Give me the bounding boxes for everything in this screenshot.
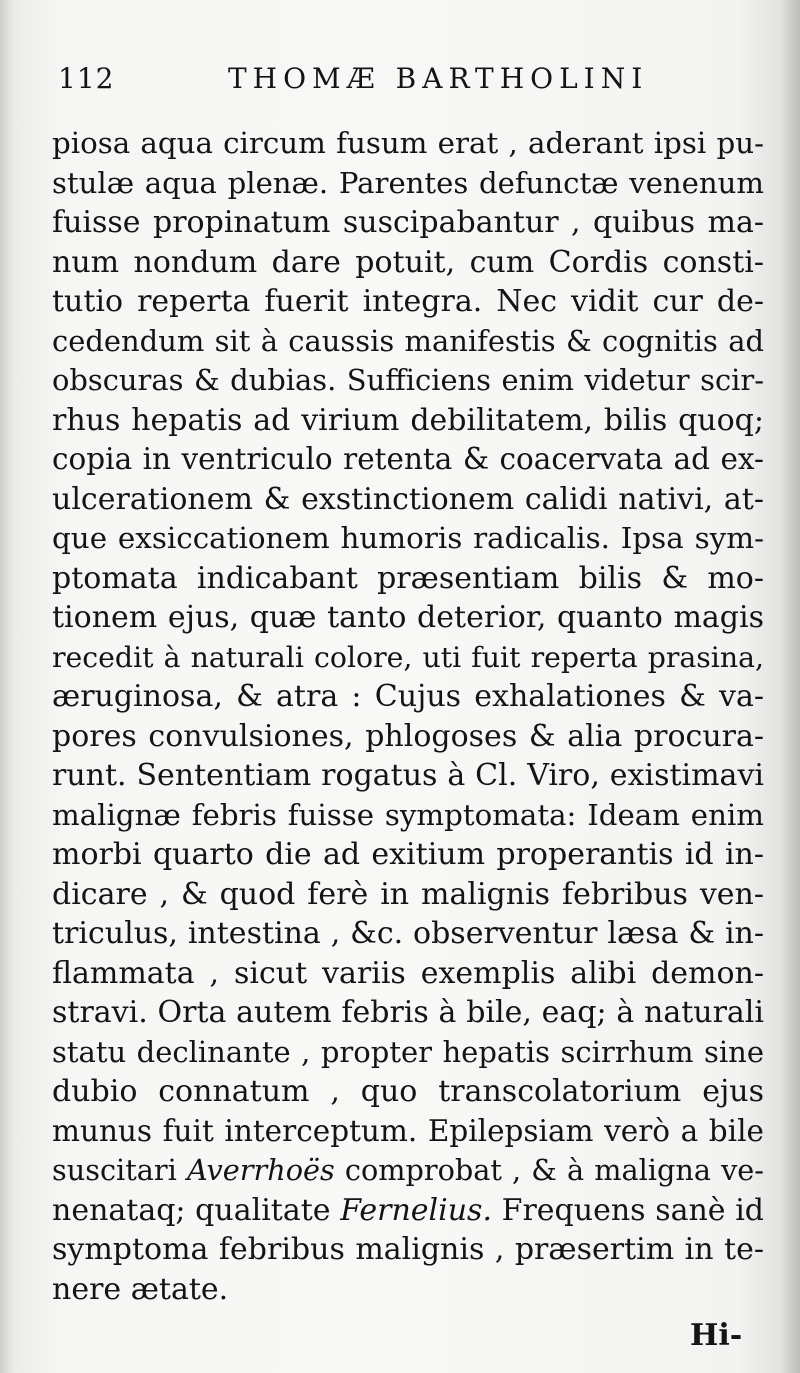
text-line: dicare , & quod ferè in malignis febribus ven- [52, 876, 764, 912]
text-fragment: nenataq; qualitate [52, 1192, 341, 1228]
text-line: stravi. Orta autem febris à bile, eaq; à naturali [52, 995, 764, 1030]
text-line: morbi quarto die ad exitium properantis id in- [52, 837, 764, 872]
running-title: THOMÆ BARTHOLINI [228, 62, 649, 95]
author-name-averrhoes: Averrhoës [186, 1153, 335, 1187]
text-line-averrhoes [52, 1151, 764, 1191]
text-line: flammata , sicut variis exemplis alibi demon- [52, 955, 764, 991]
catchword: Hi- [690, 1318, 743, 1353]
page-left-edge-shadow [0, 0, 14, 1373]
text-line: runt. Sententiam rogatus à Cl. Viro, existimavi [52, 758, 764, 793]
text-line: triculus, intestina , &c. observentur læsa & in- [52, 916, 764, 951]
text-line: recedit à naturali colore, uti fuit reperta prasina, [52, 640, 764, 674]
text-line: cedendum sit à caussis manifestis & cognitis ad [52, 323, 764, 358]
text-line-fernelius [52, 1191, 764, 1231]
page-right-edge-shadow [780, 0, 800, 1373]
text-line: rhus hepatis ad virium debilitatem, bilis quoq; [52, 402, 764, 438]
text-line-final: nere ætate. [52, 1271, 229, 1307]
text-line: obscuras & dubias. Sufficiens enim videtur scir- [52, 363, 764, 397]
text-fragment: suscitari [52, 1153, 187, 1187]
author-name-fernelius: Fernelius. [340, 1192, 492, 1228]
text-line: malignæ febris fuisse symptomata: Ideam enim [52, 797, 764, 832]
text-line: statu declinante , propter hepatis scirrhum sine [52, 1034, 764, 1069]
text-line: pores convulsiones, phlogoses & alia procura- [52, 718, 764, 754]
text-line: stulæ aqua plenæ. Parentes defunctæ venenum [52, 165, 764, 200]
text-line: num nondum dare potuit, cum Cordis consti- [52, 244, 764, 280]
text-fragment: Frequens sanè id [491, 1192, 764, 1228]
text-line: tutio reperta fuerit integra. Nec vidit cur de- [52, 284, 764, 319]
text-line: dubio connatum , quo transcolatorium ejus [52, 1074, 764, 1109]
text-line: piosa aqua circum fusum erat , aderant ipsi pu- [52, 126, 764, 160]
text-line: que exsiccationem humoris radicalis. Ipsa sym- [52, 521, 764, 555]
text-fragment: comprobat , & à maligna ve- [334, 1153, 765, 1187]
text-line: æruginosa, & atra : Cujus exhalationes & va- [52, 679, 764, 714]
page-header [58, 62, 698, 102]
text-line: ptomata indicabant præsentiam bilis & mo- [52, 560, 764, 596]
text-line: fuisse propinatum suscipabantur , quibus ma- [52, 205, 764, 240]
text-line: copia in ventriculo retenta & coacervata ad ex- [52, 442, 764, 476]
text-line: ulcerationem & exstinctionem calidi nativi, at- [52, 481, 764, 517]
text-line: tionem ejus, quæ tanto deterior, quanto magis [52, 600, 764, 635]
body-text [52, 124, 764, 1309]
text-line: munus fuit interceptum. Epilepsiam verò a bile [52, 1113, 764, 1148]
page-number: 112 [58, 62, 115, 95]
text-line: symptoma febribus malignis , præsertim in te- [52, 1232, 764, 1267]
